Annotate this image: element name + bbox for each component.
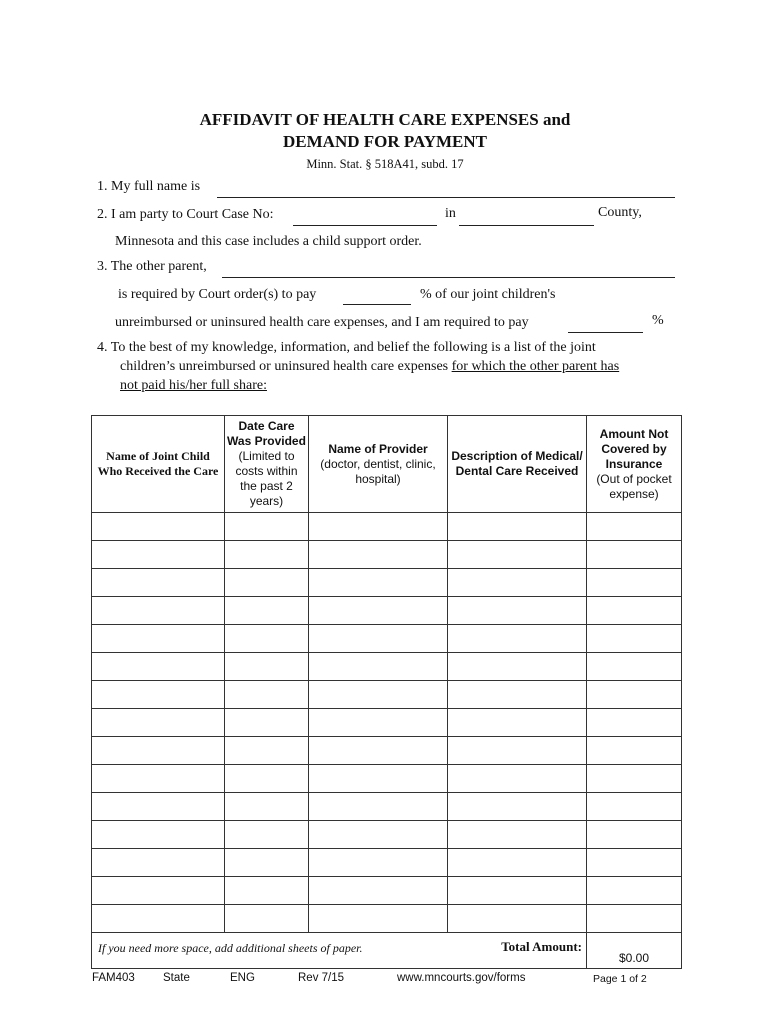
provider-cell[interactable] (309, 793, 448, 821)
in-label: in (445, 206, 456, 221)
total-amount-label: Total Amount: (501, 939, 582, 954)
my-percent-field[interactable] (570, 315, 641, 333)
form-title-line1: AFFIDAVIT OF HEALTH CARE EXPENSES and (199, 110, 571, 129)
description-cell[interactable] (448, 653, 587, 681)
form-title-line2: DEMAND FOR PAYMENT (283, 132, 487, 151)
percent-sign: % (652, 313, 664, 328)
item4-line2-underlined: for which the other parent has (451, 359, 620, 374)
description-cell[interactable] (448, 513, 587, 541)
table-row (92, 653, 682, 681)
date-care-cell[interactable] (225, 877, 309, 905)
child-name-cell[interactable] (92, 597, 225, 625)
amount-cell[interactable] (587, 905, 682, 933)
date-care-cell[interactable] (225, 709, 309, 737)
date-care-cell[interactable] (225, 597, 309, 625)
amount-cell[interactable] (587, 653, 682, 681)
table-row (92, 765, 682, 793)
description-cell[interactable] (448, 849, 587, 877)
item3-continuation2: unreimbursed or uninsured health care expenses, and I am required to pay (115, 315, 529, 330)
other-parent-percent-field[interactable] (345, 287, 409, 305)
item4-line1: 4. To the best of my knowledge, information, and belief the following is a list of the joint (97, 340, 596, 355)
provider-cell[interactable] (309, 905, 448, 933)
case-number-field[interactable] (295, 208, 435, 226)
item2-continuation: Minnesota and this case includes a child support order. (115, 234, 422, 249)
child-name-cell[interactable] (92, 625, 225, 653)
provider-cell[interactable] (309, 513, 448, 541)
table-row (92, 737, 682, 765)
provider-cell[interactable] (309, 765, 448, 793)
table-row (92, 905, 682, 933)
date-care-cell[interactable] (225, 849, 309, 877)
child-name-cell[interactable] (92, 849, 225, 877)
description-cell[interactable] (448, 877, 587, 905)
provider-cell[interactable] (309, 597, 448, 625)
provider-cell[interactable] (309, 821, 448, 849)
header-date-care: Date Care Was Provided (Limited to costs within the past 2 years) (225, 416, 309, 513)
item2-label: 2. I am party to Court Case No: (97, 207, 274, 222)
footer-state: State (163, 972, 190, 984)
provider-cell[interactable] (309, 569, 448, 597)
amount-cell[interactable] (587, 793, 682, 821)
header-child-name: Name of Joint Child Who Received the Care (92, 416, 225, 513)
item4-line2 (120, 359, 619, 375)
table-row (92, 597, 682, 625)
table-row (92, 849, 682, 877)
amount-cell[interactable] (587, 513, 682, 541)
table-row (92, 625, 682, 653)
expenses-table (91, 415, 682, 969)
footer-page: Page 1 of 2 (593, 973, 647, 985)
date-care-cell[interactable] (225, 541, 309, 569)
table-row (92, 877, 682, 905)
date-care-cell[interactable] (225, 513, 309, 541)
description-cell[interactable] (448, 597, 587, 625)
child-name-cell[interactable] (92, 737, 225, 765)
description-cell[interactable] (448, 793, 587, 821)
amount-cell[interactable] (587, 821, 682, 849)
county-label: County, (598, 205, 642, 220)
more-space-note: If you need more space, add additional sheets of paper. (98, 941, 363, 955)
footer-revision: Rev 7/15 (298, 972, 345, 984)
provider-cell[interactable] (309, 849, 448, 877)
child-name-cell[interactable] (92, 821, 225, 849)
description-cell[interactable] (448, 709, 587, 737)
full-name-field[interactable] (220, 180, 675, 198)
header-amount: Amount Not Covered by Insurance (Out of pocket expense) (587, 416, 682, 513)
item4-line3 (120, 378, 267, 394)
provider-cell[interactable] (309, 709, 448, 737)
table-row (92, 541, 682, 569)
date-care-cell[interactable] (225, 681, 309, 709)
table-row (92, 821, 682, 849)
table-row (92, 793, 682, 821)
date-care-cell[interactable] (225, 625, 309, 653)
date-care-cell[interactable] (225, 765, 309, 793)
other-parent-field[interactable] (225, 260, 675, 278)
description-cell[interactable] (448, 681, 587, 709)
amount-cell[interactable] (587, 681, 682, 709)
table-row (92, 709, 682, 737)
footer-language: ENG (230, 972, 255, 984)
date-care-cell[interactable] (225, 653, 309, 681)
child-name-cell[interactable] (92, 681, 225, 709)
provider-cell[interactable] (309, 541, 448, 569)
total-amount-value[interactable]: $0.00 (587, 933, 682, 969)
description-cell[interactable] (448, 765, 587, 793)
description-cell[interactable] (448, 625, 587, 653)
item1-label: 1. My full name is (97, 179, 201, 194)
item4-line3-underlined: not paid his/her full share: (120, 378, 267, 393)
percent-joint-label: % of our joint children's (420, 287, 556, 302)
description-cell[interactable] (448, 905, 587, 933)
provider-cell[interactable] (309, 625, 448, 653)
description-cell[interactable] (448, 821, 587, 849)
child-name-cell[interactable] (92, 541, 225, 569)
table-row (92, 569, 682, 597)
date-care-cell[interactable] (225, 821, 309, 849)
item3-continuation: is required by Court order(s) to pay (118, 287, 317, 302)
provider-cell[interactable] (309, 653, 448, 681)
amount-cell[interactable] (587, 877, 682, 905)
date-care-cell[interactable] (225, 569, 309, 597)
amount-cell[interactable] (587, 849, 682, 877)
table-row (92, 513, 682, 541)
child-name-cell[interactable] (92, 793, 225, 821)
header-provider: Name of Provider (doctor, dentist, clinic, hospital) (309, 416, 448, 513)
amount-cell[interactable] (587, 625, 682, 653)
child-name-cell[interactable] (92, 905, 225, 933)
date-care-cell[interactable] (225, 793, 309, 821)
date-care-cell[interactable] (225, 737, 309, 765)
footer-url: www.mncourts.gov/forms (397, 972, 526, 984)
date-care-cell[interactable] (225, 905, 309, 933)
child-name-cell[interactable] (92, 569, 225, 597)
statute-reference: Minn. Stat. § 518A41, subd. 17 (306, 157, 464, 171)
child-name-cell[interactable] (92, 877, 225, 905)
table-footer-note-cell (92, 933, 587, 969)
child-name-cell[interactable] (92, 709, 225, 737)
provider-cell[interactable] (309, 681, 448, 709)
child-name-cell[interactable] (92, 765, 225, 793)
amount-cell[interactable] (587, 765, 682, 793)
child-name-cell[interactable] (92, 653, 225, 681)
footer-form-id: FAM403 (92, 972, 135, 984)
table-row (92, 681, 682, 709)
header-description: Description of Medical/ Dental Care Received (448, 416, 587, 513)
item3-label: 3. The other parent, (97, 259, 207, 274)
description-cell[interactable] (448, 737, 587, 765)
item4-line2-plain: children’s unreimbursed or uninsured health care expenses (120, 359, 452, 374)
description-cell[interactable] (448, 541, 587, 569)
description-cell[interactable] (448, 569, 587, 597)
amount-cell[interactable] (587, 709, 682, 737)
child-name-cell[interactable] (92, 513, 225, 541)
provider-cell[interactable] (309, 877, 448, 905)
amount-cell[interactable] (587, 737, 682, 765)
amount-cell[interactable] (587, 569, 682, 597)
county-field[interactable] (461, 208, 592, 226)
provider-cell[interactable] (309, 737, 448, 765)
amount-cell[interactable] (587, 541, 682, 569)
amount-cell[interactable] (587, 597, 682, 625)
